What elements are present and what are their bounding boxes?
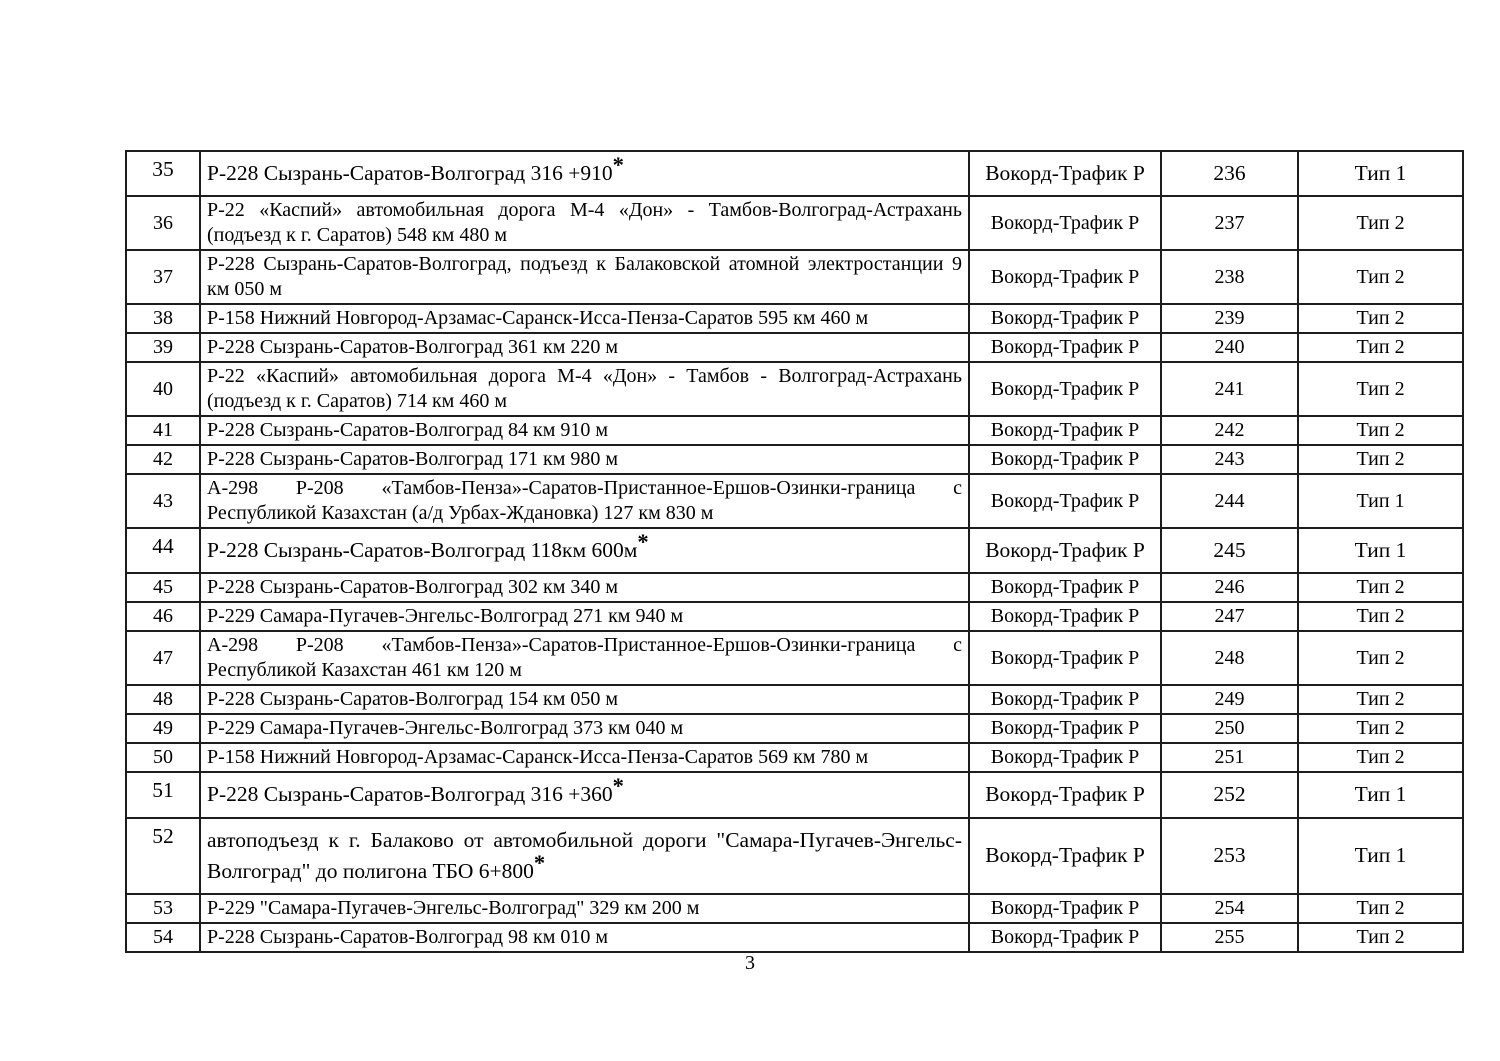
system-name-cell: Вокорд-Трафик Р xyxy=(969,445,1161,474)
row-number-cell: 35 xyxy=(126,151,200,196)
device-code-cell: 237 xyxy=(1161,196,1298,250)
road-description-text: Р-158 Нижний Новгород-Арзамас-Саранск-Исса-Пенза-Саратов 595 км 460 м xyxy=(207,307,869,330)
type-cell: Тип 2 xyxy=(1298,304,1463,333)
type-cell: Тип 2 xyxy=(1298,631,1463,685)
row-number-cell: 36 xyxy=(126,196,200,250)
system-name-cell: Вокорд-Трафик Р xyxy=(969,923,1161,952)
table-row xyxy=(126,714,1463,743)
road-description-text: А-298 Р-208 «Тамбов-Пенза»-Саратов-Пристанное-Ершов-Озинки-граница с Республикой Казахстан 461 км 120 м xyxy=(207,634,962,682)
type-cell: Тип 2 xyxy=(1298,196,1463,250)
row-number-cell: 38 xyxy=(126,304,200,333)
row-number-cell: 41 xyxy=(126,416,200,445)
device-code-cell: 239 xyxy=(1161,304,1298,333)
road-description-cell xyxy=(200,250,969,304)
system-name-cell: Вокорд-Трафик Р xyxy=(969,818,1161,894)
table-row xyxy=(126,250,1463,304)
road-description-cell xyxy=(200,714,969,743)
device-code-cell: 255 xyxy=(1161,923,1298,952)
page-number: 3 xyxy=(745,952,755,974)
road-description-cell xyxy=(200,894,969,923)
road-description-text: Р-228 Сызрань-Саратов-Волгоград 98 км 010 м xyxy=(207,925,609,948)
row-number-cell: 54 xyxy=(126,923,200,952)
type-cell: Тип 2 xyxy=(1298,602,1463,631)
row-number-cell: 37 xyxy=(126,250,200,304)
row-number-cell: 44 xyxy=(126,528,200,573)
table-row xyxy=(126,474,1463,528)
road-description-text: Р-229 Самара-Пугачев-Энгельс-Волгоград 373 км 040 м xyxy=(207,717,684,740)
type-cell: Тип 2 xyxy=(1298,362,1463,416)
road-description-text: Р-228 Сызрань-Саратов-Волгоград 84 км 910 м xyxy=(207,419,609,442)
row-number-cell: 47 xyxy=(126,631,200,685)
device-code-cell: 248 xyxy=(1161,631,1298,685)
table-body xyxy=(126,151,1463,952)
system-name-cell: Вокорд-Трафик Р xyxy=(969,250,1161,304)
road-description-text: Р-228 Сызрань-Саратов-Волгоград 154 км 050 м xyxy=(207,688,619,711)
system-name-cell: Вокорд-Трафик Р xyxy=(969,631,1161,685)
system-name-cell: Вокорд-Трафик Р xyxy=(969,196,1161,250)
type-cell: Тип 2 xyxy=(1298,250,1463,304)
device-code-cell: 240 xyxy=(1161,333,1298,362)
row-number-cell: 42 xyxy=(126,445,200,474)
row-number-cell: 45 xyxy=(126,573,200,602)
type-cell: Тип 2 xyxy=(1298,923,1463,952)
row-number-cell: 52 xyxy=(126,818,200,894)
type-cell: Тип 1 xyxy=(1298,772,1463,817)
device-code-cell: 242 xyxy=(1161,416,1298,445)
road-description-text: Р-228 Сызрань-Саратов-Волгоград 302 км 340 м xyxy=(207,576,619,599)
type-cell: Тип 2 xyxy=(1298,416,1463,445)
road-description-text: Р-22 «Каспий» автомобильная дорога М-4 «Дон» - Тамбов-Волгоград-Астрахань (подъезд к г. Саратов) 548 км 480 м xyxy=(207,199,962,247)
device-code-cell: 244 xyxy=(1161,474,1298,528)
road-description-cell xyxy=(200,304,969,333)
road-description-text: Р-228 Сызрань-Саратов-Волгоград 361 км 220 м xyxy=(207,336,619,359)
device-code-cell: 245 xyxy=(1161,528,1298,573)
type-cell: Тип 1 xyxy=(1298,151,1463,196)
system-name-cell: Вокорд-Трафик Р xyxy=(969,894,1161,923)
table-row xyxy=(126,602,1463,631)
road-description-cell xyxy=(200,333,969,362)
system-name-cell: Вокорд-Трафик Р xyxy=(969,474,1161,528)
device-code-cell: 247 xyxy=(1161,602,1298,631)
device-code-cell: 251 xyxy=(1161,743,1298,772)
device-code-cell: 246 xyxy=(1161,573,1298,602)
system-name-cell: Вокорд-Трафик Р xyxy=(969,743,1161,772)
device-code-cell: 253 xyxy=(1161,818,1298,894)
type-cell: Тип 2 xyxy=(1298,445,1463,474)
type-cell: Тип 2 xyxy=(1298,333,1463,362)
road-description-cell xyxy=(200,474,969,528)
camera-registry-table xyxy=(125,150,1464,953)
road-description-cell xyxy=(200,151,969,196)
road-description-text: Р-229 Самара-Пугачев-Энгельс-Волгоград 271 км 940 м xyxy=(207,605,684,628)
footnote-asterisk-icon: * xyxy=(637,529,649,555)
system-name-cell: Вокорд-Трафик Р xyxy=(969,573,1161,602)
table-row xyxy=(126,151,1463,196)
road-description-text: А-298 Р-208 «Тамбов-Пенза»-Саратов-Пристанное-Ершов-Озинки-граница с Республикой Казахстан (а/д Урбах-Ждановка) 127 км 830 м xyxy=(207,477,962,525)
footnote-asterisk-icon: * xyxy=(612,151,624,177)
type-cell: Тип 2 xyxy=(1298,743,1463,772)
table-row xyxy=(126,923,1463,952)
type-cell: Тип 2 xyxy=(1298,714,1463,743)
road-description-text: Р-228 Сызрань-Саратов-Волгоград 118км 600м xyxy=(207,538,638,563)
row-number-cell: 43 xyxy=(126,474,200,528)
road-description-cell xyxy=(200,196,969,250)
table-row xyxy=(126,894,1463,923)
table-row xyxy=(126,528,1463,573)
row-number-cell: 49 xyxy=(126,714,200,743)
device-code-cell: 236 xyxy=(1161,151,1298,196)
system-name-cell: Вокорд-Трафик Р xyxy=(969,528,1161,573)
type-cell: Тип 2 xyxy=(1298,573,1463,602)
system-name-cell: Вокорд-Трафик Р xyxy=(969,772,1161,817)
footnote-asterisk-icon: * xyxy=(612,773,624,799)
road-description-text: автоподъезд к г. Балаково от автомобильной дороги "Самара-Пугачев-Энгельс-Волгоград" до полигона ТБО 6+800 xyxy=(207,827,962,883)
table-row xyxy=(126,304,1463,333)
row-number-cell: 39 xyxy=(126,333,200,362)
row-number-cell: 40 xyxy=(126,362,200,416)
road-description-cell xyxy=(200,445,969,474)
system-name-cell: Вокорд-Трафик Р xyxy=(969,362,1161,416)
road-description-cell xyxy=(200,772,969,817)
table-row xyxy=(126,573,1463,602)
road-description-text: Р-158 Нижний Новгород-Арзамас-Саранск-Исса-Пенза-Саратов 569 км 780 м xyxy=(207,746,869,769)
device-code-cell: 243 xyxy=(1161,445,1298,474)
device-code-cell: 250 xyxy=(1161,714,1298,743)
type-cell: Тип 1 xyxy=(1298,474,1463,528)
table-row xyxy=(126,631,1463,685)
road-description-text: Р-228 Сызрань-Саратов-Волгоград 316 +360 xyxy=(207,782,613,807)
table-row xyxy=(126,685,1463,714)
device-code-cell: 249 xyxy=(1161,685,1298,714)
system-name-cell: Вокорд-Трафик Р xyxy=(969,685,1161,714)
type-cell: Тип 2 xyxy=(1298,894,1463,923)
table-row xyxy=(126,416,1463,445)
device-code-cell: 254 xyxy=(1161,894,1298,923)
road-description-text: Р-22 «Каспий» автомобильная дорога М-4 «Дон» - Тамбов - Волгоград-Астрахань (подъезд к г. Саратов) 714 км 460 м xyxy=(207,365,962,413)
road-description-cell xyxy=(200,631,969,685)
road-description-text: Р-229 "Самара-Пугачев-Энгельс-Волгоград" 329 км 200 м xyxy=(207,896,700,919)
road-description-cell xyxy=(200,416,969,445)
table-row xyxy=(126,362,1463,416)
road-description-text: Р-228 Сызрань-Саратов-Волгоград 171 км 980 м xyxy=(207,448,619,471)
table-row xyxy=(126,445,1463,474)
road-description-cell xyxy=(200,743,969,772)
row-number-cell: 51 xyxy=(126,772,200,817)
type-cell: Тип 1 xyxy=(1298,818,1463,894)
table-row xyxy=(126,196,1463,250)
type-cell: Тип 2 xyxy=(1298,685,1463,714)
system-name-cell: Вокорд-Трафик Р xyxy=(969,714,1161,743)
road-description-cell xyxy=(200,528,969,573)
table-row xyxy=(126,743,1463,772)
system-name-cell: Вокорд-Трафик Р xyxy=(969,602,1161,631)
table-row xyxy=(126,333,1463,362)
road-description-cell xyxy=(200,602,969,631)
road-description-cell xyxy=(200,923,969,952)
device-code-cell: 238 xyxy=(1161,250,1298,304)
row-number-cell: 46 xyxy=(126,602,200,631)
road-description-cell xyxy=(200,685,969,714)
row-number-cell: 50 xyxy=(126,743,200,772)
system-name-cell: Вокорд-Трафик Р xyxy=(969,151,1161,196)
system-name-cell: Вокорд-Трафик Р xyxy=(969,304,1161,333)
road-description-text: Р-228 Сызрань-Саратов-Волгоград, подъезд к Балаковской атомной электростанции 9 км 050 м xyxy=(207,253,962,301)
table-row xyxy=(126,772,1463,817)
road-description-cell xyxy=(200,573,969,602)
road-description-cell xyxy=(200,362,969,416)
row-number-cell: 48 xyxy=(126,685,200,714)
footnote-asterisk-icon: * xyxy=(533,849,546,875)
device-code-cell: 252 xyxy=(1161,772,1298,817)
system-name-cell: Вокорд-Трафик Р xyxy=(969,333,1161,362)
system-name-cell: Вокорд-Трафик Р xyxy=(969,416,1161,445)
road-description-text: Р-228 Сызрань-Саратов-Волгоград 316 +910 xyxy=(207,161,613,185)
type-cell: Тип 1 xyxy=(1298,528,1463,573)
road-description-cell xyxy=(200,818,969,894)
row-number-cell: 53 xyxy=(126,894,200,923)
device-code-cell: 241 xyxy=(1161,362,1298,416)
table-row xyxy=(126,818,1463,894)
